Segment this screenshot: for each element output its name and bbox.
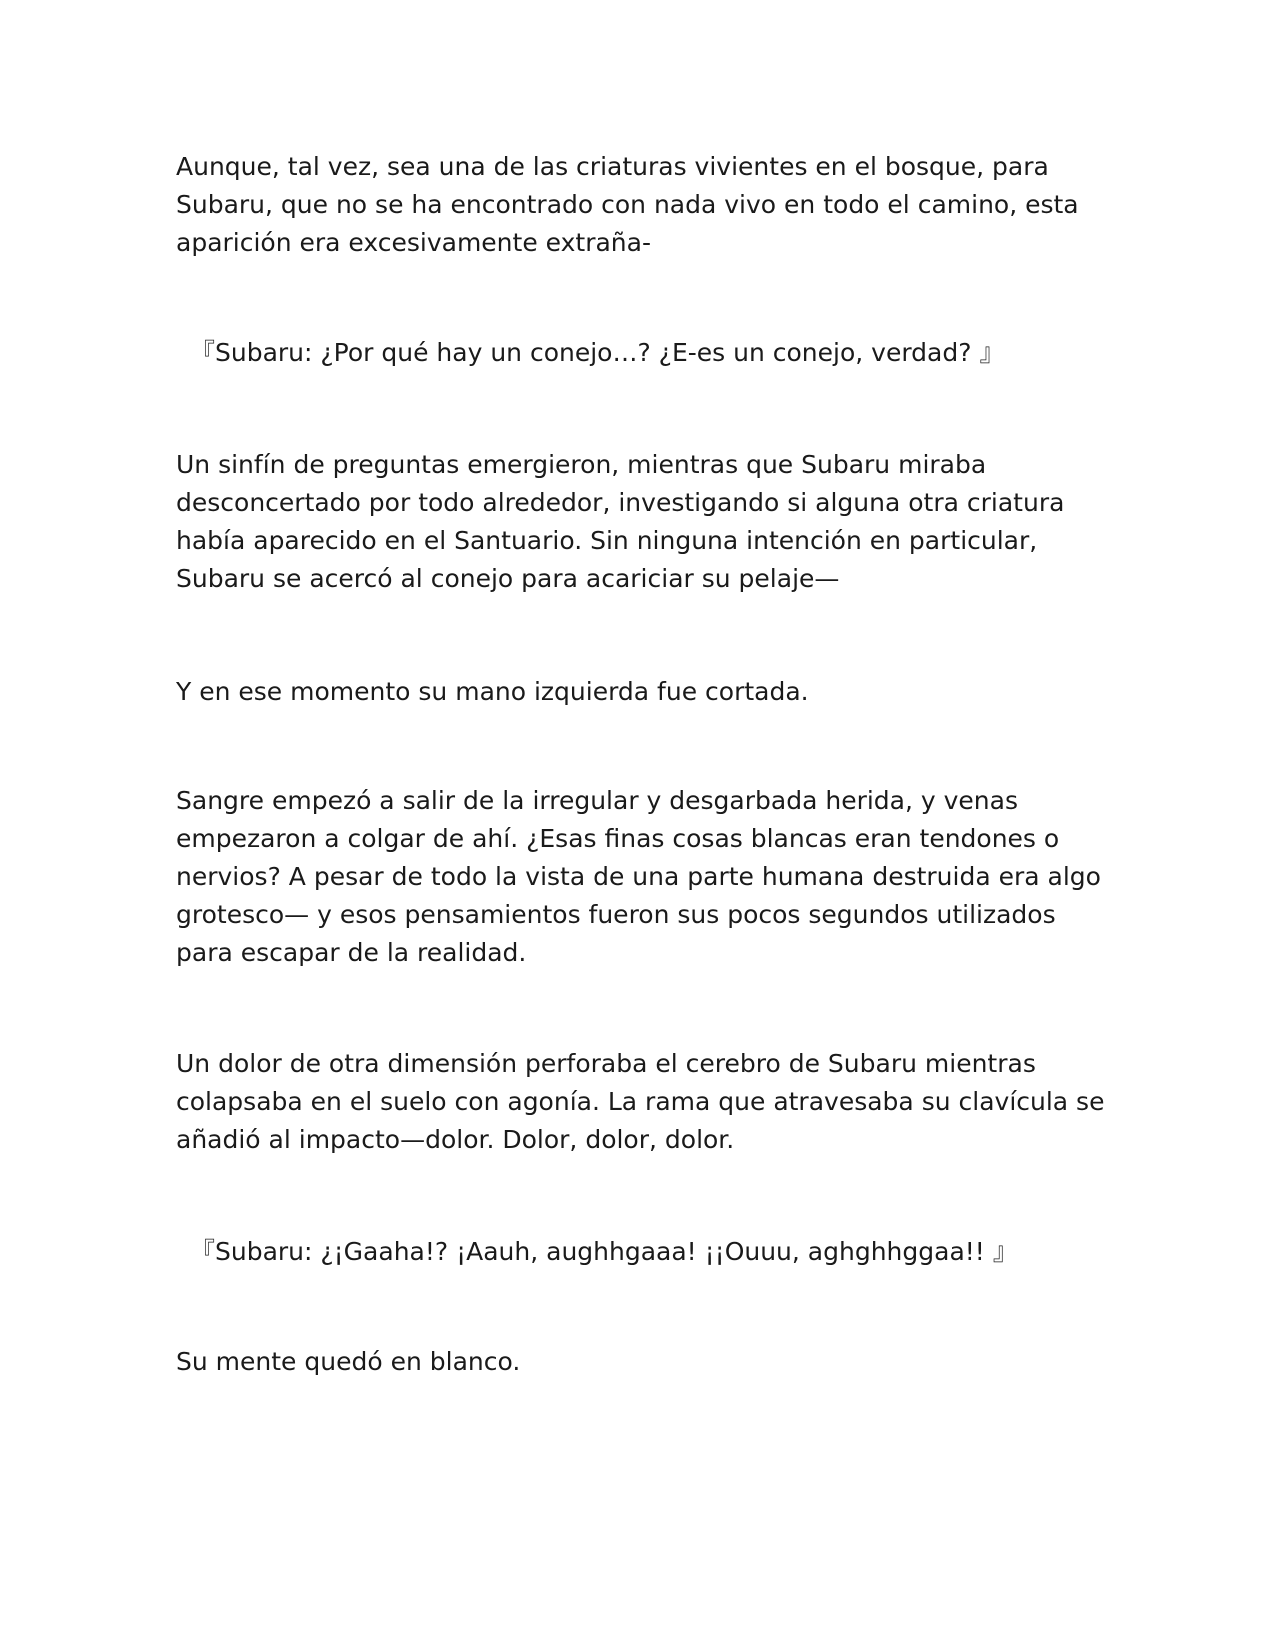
paragraph: Su mente quedó en blanco. [176,1347,521,1376]
dialogue-line: 『Subaru: ¿¡Gaaha!? ¡Aauh, aughhgaaa! ¡¡Ouuu, aghghhggaa!! 』 [190,1237,1018,1266]
paragraph: Un dolor de otra dimensión perforaba el cerebro de Subaru mientras colapsaba en el suelo con agonía. La rama que atravesaba su clavícula se añadió al impacto—dolor. Dolor, dolor, dolor. [176,1049,1105,1154]
paragraph: Y en ese momento su mano izquierda fue cortada. [176,677,809,706]
paragraph: Sangre empezó a salir de la irregular y desgarbada herida, y venas empezaron a colgar de ahí. ¿Esas finas cosas blancas eran tendones o nervios? A pesar de todo la vista de una parte humana destruida era algo grotesco— y esos pensamientos fueron sus pocos segundos utilizados para escapar de la realidad. [176,786,1101,967]
paragraph: Un sinfín de preguntas emergieron, mientras que Subaru miraba desconcertado por todo alrededor, investigando si alguna otra criatura había aparecido en el Santuario. Sin ninguna intención en particular, Subaru se acercó al conejo para acariciar su pelaje— [176,450,1065,593]
dialogue-line: 『Subaru: ¿Por qué hay un conejo…? ¿E-es un conejo, verdad? 』 [190,338,1005,367]
paragraph: Aunque, tal vez, sea una de las criaturas vivientes en el bosque, para Subaru, que no se ha encontrado con nada vivo en todo el camino, esta aparición era excesivamente extraña- [176,152,1079,257]
